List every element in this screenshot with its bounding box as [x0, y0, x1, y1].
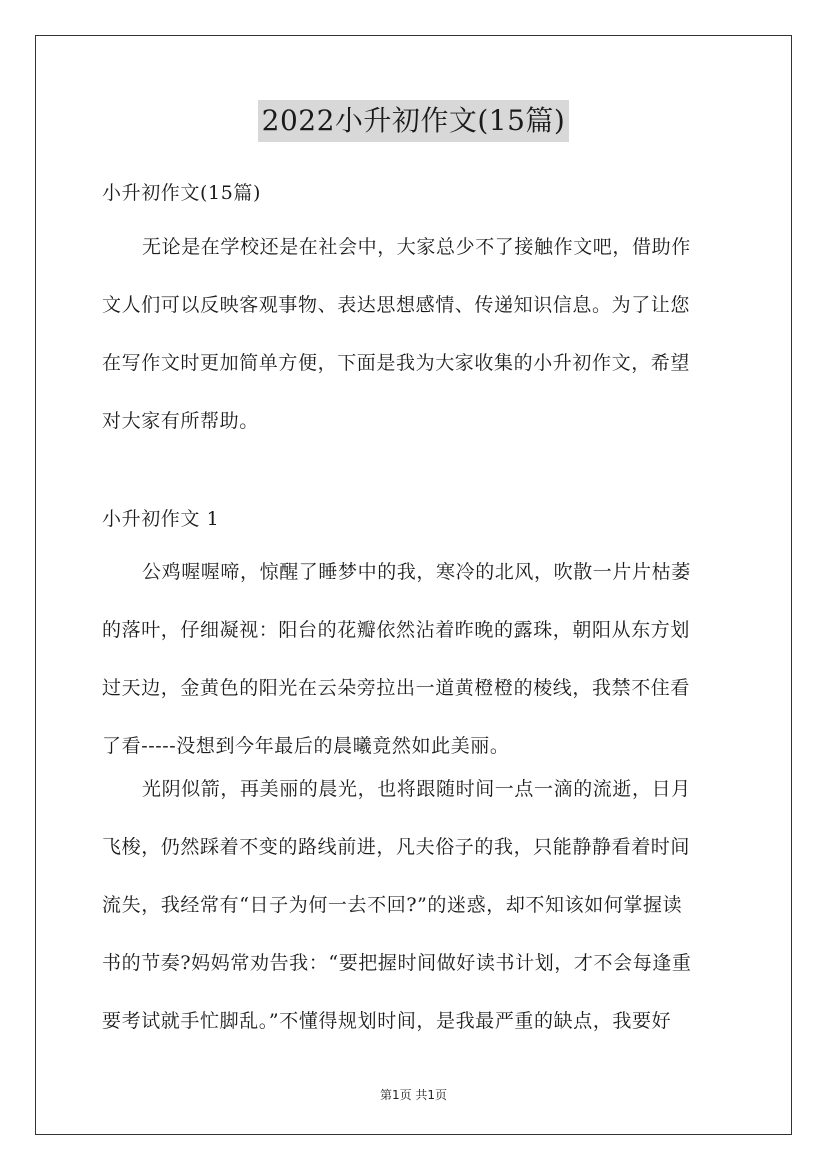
document-title: 2022小升初作文(15篇) [258, 100, 570, 142]
paragraph-line: 文人们可以反映客观事物、表达思想感情、传递知识信息。为了让您 [102, 294, 691, 316]
subtitle-block [102, 164, 726, 222]
paragraph-line: 过天边，金黄色的阳光在云朵旁拉出一道黄橙橙的棱线，我禁不住看 [102, 677, 691, 699]
section-heading: 小升初作文 1 [102, 508, 220, 530]
page-footer [0, 1086, 827, 1103]
paragraph-line: 书的节奏?妈妈常劝告我：“要把握时间做好读书计划，才不会每逢重 [102, 952, 692, 974]
paragraph-line: 飞梭，仍然踩着不变的路线前进，凡夫俗子的我，只能静静看着时间 [102, 836, 691, 858]
intro-paragraph [102, 218, 726, 450]
paragraph-line: 无论是在学校还是在社会中，大家总少不了接触作文吧，借助作 [142, 236, 691, 258]
paragraph-line: 要考试就手忙脚乱。”不懂得规划时间，是我最严重的缺点，我要好 [102, 1010, 672, 1032]
paragraph-line: 了看-----没想到今年最后的晨曦竟然如此美丽。 [102, 735, 510, 757]
paragraph-line: 流失，我经常有“日子为何一去不回?”的迷惑，却不知该如何掌握读 [102, 894, 683, 916]
paragraph-line: 的落叶，仔细凝视：阳台的花瓣依然沾着昨晚的露珠，朝阳从东方划 [102, 619, 691, 641]
paragraph-2 [102, 760, 726, 1050]
page-number: 第1页 共1页 [379, 1088, 448, 1102]
paragraph-1 [102, 543, 726, 775]
paragraph-line: 公鸡喔喔啼，惊醒了睡梦中的我，寒冷的北风，吹散一片片枯萎 [142, 561, 691, 583]
paragraph-line: 光阴似箭，再美丽的晨光，也将跟随时间一点一滴的流逝，日月 [142, 778, 691, 800]
paragraph-line: 对大家有所帮助。 [102, 410, 259, 432]
document-subtitle: 小升初作文(15篇) [102, 182, 262, 204]
paragraph-line: 在写作文时更加简单方便，下面是我为大家收集的小升初作文，希望 [102, 352, 691, 374]
section-heading-block [102, 490, 726, 548]
title-container [0, 100, 827, 142]
